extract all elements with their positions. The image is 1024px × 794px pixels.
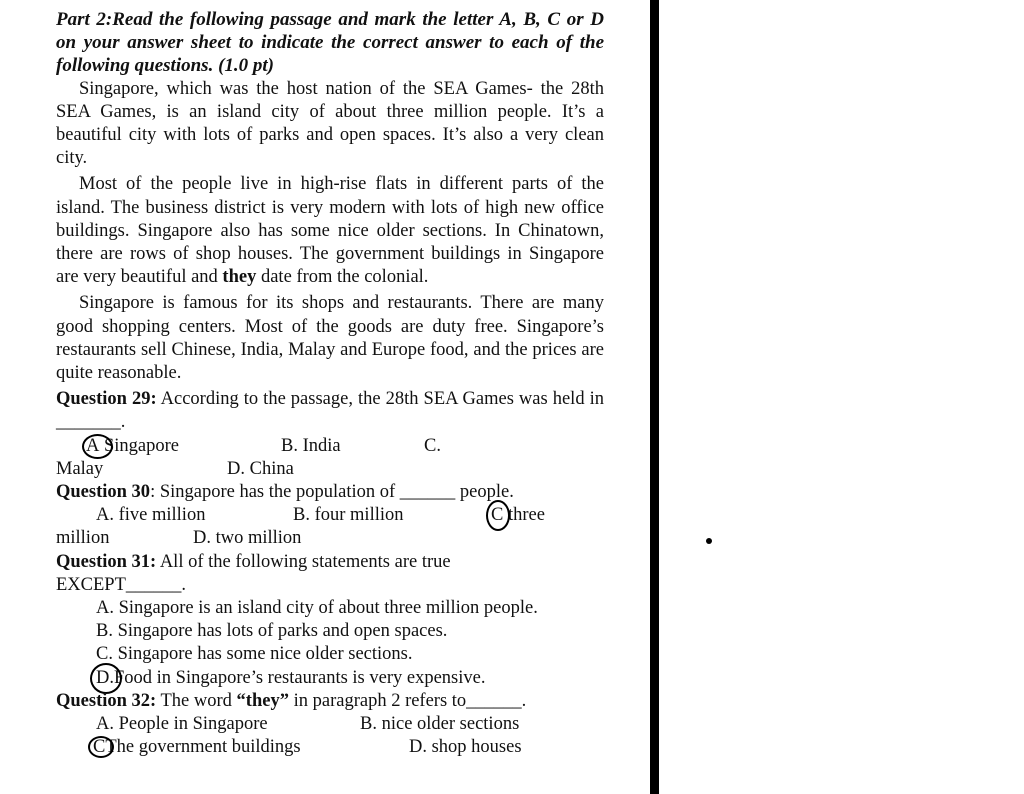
question-32-bold-word: “they”: [236, 690, 289, 711]
question-30-option-a: A. five million: [96, 505, 206, 526]
answer-circle-mark: [82, 434, 113, 459]
question-32-options-row2: [56, 736, 604, 759]
question-30-option-b: B. four million: [293, 505, 404, 526]
question-31-option-a: A. Singapore is an island city of about three million people.: [96, 597, 538, 618]
question-30-text: : Singapore has the population of ______ people.: [150, 482, 514, 503]
question-29-text: According to the passage, the 28th SEA Games was held in _______.: [56, 389, 604, 433]
question-30-option-c: C three: [491, 504, 545, 527]
question-29-option-a: A Singapore: [86, 435, 179, 458]
question-31-label: Question 31:: [56, 551, 157, 572]
question-29-option-b: B. India: [281, 435, 341, 456]
question-32-label: Question 32:: [56, 690, 157, 711]
answer-circle-mark: [88, 736, 114, 758]
paragraph-2-bold-word: they: [222, 267, 257, 288]
passage-paragraph-1: Singapore, which was the host nation of the SEA Games- the 28th SEA Games, is an island city of about three million people. It’s a beautiful city with lots of parks and open spaces. It’s also a very clean city.: [56, 78, 604, 169]
question-29-options-row1: [56, 435, 604, 458]
question-31-option-d: D.Food in Singapore’s restaurants is very expensive.: [56, 667, 604, 690]
question-29-option-d: D. China: [227, 458, 294, 479]
question-30-label: Question 30: [56, 482, 151, 503]
question-30-option-d: D. two million: [193, 528, 302, 549]
part-header: Part 2:Read the following passage and mark the letter A, B, C or D on your answer sheet to indicate the correct answer to each of the following questions. (1.0 pt): [56, 9, 604, 77]
question-29-stem: [56, 388, 604, 434]
question-32-options-row1: [56, 713, 604, 736]
paragraph-2-text-end: date from the colonial.: [256, 267, 429, 288]
question-30-option-c-text: million: [56, 528, 110, 549]
passage-paragraph-2: [56, 173, 604, 289]
question-29-option-c: C.: [424, 435, 441, 456]
question-32-option-c: CThe government buildings: [93, 736, 301, 759]
question-32-stem: Question 32: The word “they” in paragraph 2 refers to______.: [56, 690, 527, 711]
stray-dot-mark: [706, 538, 712, 544]
question-32-option-b: B. nice older sections: [360, 713, 520, 734]
question-32-option-d: D. shop houses: [409, 737, 522, 758]
question-31-option-c: C. Singapore has some nice older sections.: [96, 644, 413, 665]
question-30-stem: [56, 481, 604, 504]
question-30-options-row1: [56, 504, 604, 527]
passage-paragraph-3: Singapore is famous for its shops and restaurants. There are many good shopping centers. Most of the goods are duty free. Singapore’s restaurants sell Chinese, India, Malay and Europe food, and the prices are quite reasonable.: [56, 293, 604, 384]
question-31-stem-cont: EXCEPT______.: [56, 574, 187, 595]
question-29-option-c-text: Malay: [56, 458, 104, 479]
question-29-label: Question 29:: [56, 389, 157, 410]
question-31-option-b: B. Singapore has lots of parks and open spaces.: [96, 621, 448, 642]
question-29-options-row2: [56, 458, 604, 481]
worksheet-column: [56, 8, 604, 759]
question-31-stem: [56, 551, 604, 574]
question-31-text: All of the following statements are true: [156, 551, 451, 572]
question-30-options-row2: [56, 527, 604, 550]
paragraph-2-text: Most of the people live in high-rise flats in different parts of the island. The business district is very modern with lots of high new office buildings. Singapore also has some nice older sections. In Chinatown, there are rows of shop houses. The government buildings in Singapore are very beautiful and: [56, 174, 604, 288]
question-32-option-a: A. People in Singapore: [96, 713, 268, 734]
page-divider-bar: [650, 0, 659, 794]
